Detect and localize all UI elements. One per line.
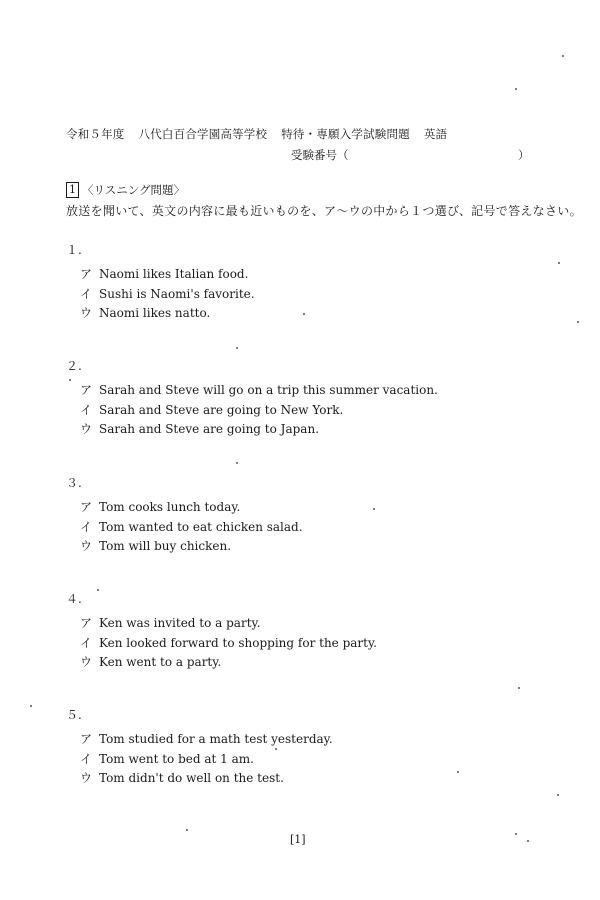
option-text: Tom cooks lunch today. [99,500,241,514]
option-i [66,401,438,421]
question-number: ５. [66,708,82,722]
page-number: [1] [290,833,306,846]
scan-speck [236,347,238,349]
option-text: Naomi likes Italian food. [99,267,249,281]
option-mark: ウ [80,306,93,320]
option-text: Tom studied for a math test yesterday. [99,732,333,746]
option-mark: イ [80,519,93,534]
scan-speck [236,462,238,464]
option-a [66,730,333,750]
question-2 [66,357,438,440]
header-subject: 英語 [423,127,448,141]
exam-header [66,126,461,142]
scan-speck [562,55,564,57]
option-a [66,381,438,401]
question-number: １. [66,243,82,257]
option-u [66,769,333,789]
section-number-box: 1 [66,182,79,198]
option-mark: ウ [80,539,93,553]
question-number: ３. [66,476,82,490]
header-school: 八代白百合学園高等学校 [138,127,268,141]
option-a [66,614,377,634]
question-number: ４. [66,592,82,606]
scan-speck [275,748,277,750]
option-mark: ア [80,267,93,281]
option-u [66,304,255,324]
scan-speck [527,840,529,842]
question-number: ２. [66,359,82,373]
option-mark: イ [80,286,93,301]
scan-speck [69,379,71,381]
option-u [66,653,377,673]
scan-speck [30,705,32,707]
exam-number-label: 受験番号（ [291,148,349,162]
scan-speck [515,88,517,90]
scan-speck [373,508,375,510]
option-mark: イ [80,751,93,766]
option-text: Tom went to bed at 1 am. [99,751,254,766]
scan-speck [186,829,188,831]
option-mark: ウ [80,655,93,669]
option-u [66,420,438,440]
option-text: Sarah and Steve are going to New York. [99,402,344,417]
scan-speck [515,833,517,835]
option-text: Sushi is Naomi's favorite. [99,286,255,301]
option-mark: ア [80,616,93,630]
header-year: 令和５年度 [66,127,125,141]
option-mark: イ [80,635,93,650]
option-text: Sarah and Steve are going to Japan. [99,422,320,436]
scan-speck [518,687,520,689]
option-mark: ア [80,500,93,514]
header-exam: 特待・専願入学試験問題 [281,127,410,141]
option-u [66,537,303,557]
section-title: 〈リスニング問題〉 [82,183,186,197]
scan-speck [303,313,305,315]
option-mark: ウ [80,422,93,436]
option-i [66,634,377,654]
option-text: Tom wanted to eat chicken salad. [99,519,303,534]
option-a [66,265,255,285]
option-mark: ウ [80,771,93,785]
section-instructions: 放送を聞いて、英文の内容に最も近いものを、ア～ウの中から１つ選び、記号で答えなさい。 [66,204,582,218]
scan-speck [558,262,560,264]
question-4 [66,590,377,673]
scan-speck [577,321,579,323]
exam-number-field[interactable] [291,147,530,163]
exam-number-close: ） [518,148,530,162]
option-text: Naomi likes natto. [99,306,211,320]
scan-speck [97,589,99,591]
option-text: Tom didn't do well on the test. [99,771,284,785]
option-mark: ア [80,383,93,397]
question-1 [66,241,255,324]
option-a [66,498,303,518]
option-text: Tom will buy chicken. [99,539,232,553]
option-text: Ken was invited to a party. [99,616,261,630]
option-text: Sarah and Steve will go on a trip this summer vacation. [99,383,438,397]
section-heading [66,182,185,198]
scan-speck [457,771,459,773]
option-mark: イ [80,402,93,417]
option-i [66,518,303,538]
option-i [66,750,333,770]
option-i [66,285,255,305]
option-mark: ア [80,732,93,746]
option-text: Ken went to a party. [99,655,222,669]
scan-speck [557,794,559,796]
question-3 [66,474,303,557]
option-text: Ken looked forward to shopping for the party. [99,635,377,650]
question-5 [66,706,333,789]
